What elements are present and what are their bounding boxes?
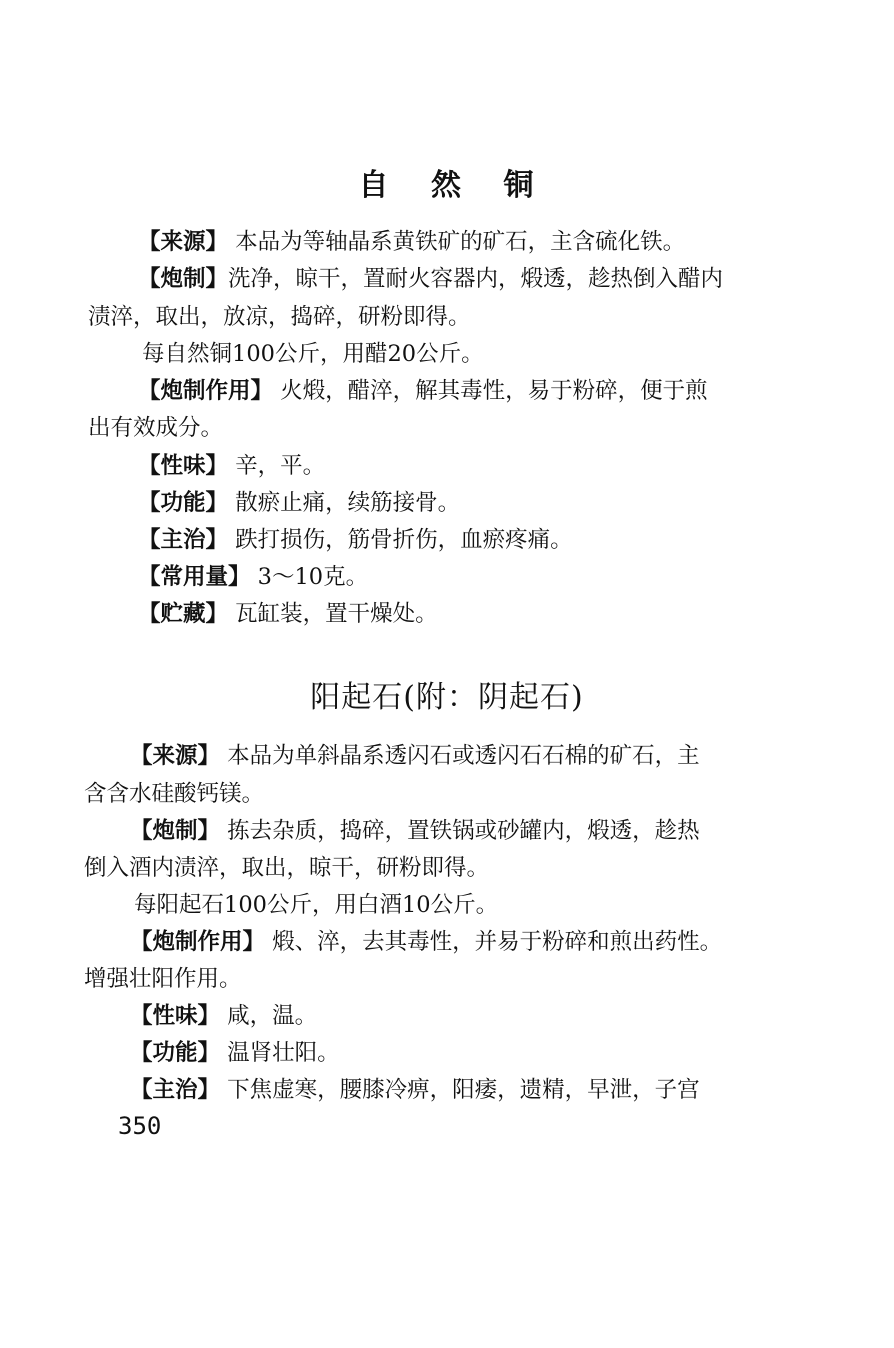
s1-ratio-line: [142, 338, 484, 370]
label: 【常用量】: [138, 564, 251, 590]
title-char: 然: [431, 168, 463, 203]
label: 【主治】: [130, 1077, 221, 1103]
label: 【炮制作用】: [138, 378, 274, 404]
title-char: 铜: [503, 168, 536, 203]
label: 【性味】: [130, 1003, 221, 1029]
text: 火煅，醋淬，解其毒性，易于粉碎，便于煎: [273, 378, 708, 404]
s1-indication-line: [138, 524, 573, 556]
s2-indication-line: [130, 1074, 700, 1106]
text: 跌打损伤，筋骨折伤，血瘀疼痛。: [228, 527, 573, 553]
s1-dosage-line: [138, 561, 368, 593]
s1-function-line: [138, 487, 460, 519]
label: 【炮制】: [130, 818, 221, 844]
s2-source-line: [130, 740, 700, 772]
s2-effect-cont: [84, 963, 242, 995]
label: 【贮藏】: [138, 601, 229, 627]
label: 【来源】: [138, 229, 229, 255]
section-title-zirantong: [0, 160, 894, 204]
label: 【性味】: [138, 453, 229, 479]
text: 每自然铜100公斤，用醋20公斤。: [142, 341, 484, 367]
s2-processing-line: [130, 815, 700, 847]
section-title-yangqishi: 阳起石(附：阴起石): [310, 680, 584, 715]
text: 含含水硅酸钙镁。: [84, 781, 265, 807]
label: 【炮制】: [138, 266, 229, 292]
s1-storage-line: [138, 598, 438, 630]
s2-effect-line: [130, 926, 722, 958]
text: 咸，温。: [220, 1003, 318, 1029]
text: 煅、淬，去其毒性，并易于粉碎和煎出药性。: [265, 929, 723, 955]
page-number: 350: [118, 1112, 162, 1140]
text: 下焦虚寒，腰膝冷痹，阳痿，遗精，早泄，子宫: [220, 1077, 700, 1103]
label: 【功能】: [130, 1040, 221, 1066]
s1-effect-line: [138, 375, 708, 407]
text: 洗净，晾干，置耐火容器内，煅透，趁热倒入醋内: [228, 266, 724, 292]
s2-function-line: [130, 1037, 340, 1069]
s1-taste-line: [138, 450, 325, 482]
text: 倒入酒内渍淬，取出，晾干，研粉即得。: [84, 855, 490, 881]
s1-source-line: [138, 226, 685, 258]
s2-taste-line: [130, 1000, 317, 1032]
text: 渍淬，取出，放凉，捣碎，研粉即得。: [88, 304, 471, 330]
s1-effect-cont: [88, 412, 223, 444]
s1-processing-cont: [88, 301, 471, 333]
text: 本品为单斜晶系透闪石或透闪石石棉的矿石，主: [220, 743, 700, 769]
title-char: 自: [358, 168, 391, 203]
text: 瓦缸装，置干燥处。: [228, 601, 438, 627]
label: 【来源】: [130, 743, 221, 769]
s1-processing-line: [138, 263, 723, 295]
label: 【主治】: [138, 527, 229, 553]
text: 3～10克。: [250, 564, 369, 590]
label: 【炮制作用】: [130, 929, 266, 955]
label: 【功能】: [138, 490, 229, 516]
text: 出有效成分。: [88, 415, 224, 441]
s2-source-cont: [84, 778, 264, 810]
s2-ratio-line: [134, 889, 498, 921]
text: 本品为等轴晶系黄铁矿的矿石，主含硫化铁。: [228, 229, 686, 255]
text: 拣去杂质，捣碎，置铁锅或砂罐内，煅透，趁热: [220, 818, 700, 844]
text: 辛，平。: [228, 453, 326, 479]
s2-processing-cont: [84, 852, 489, 884]
text: 温肾壮阳。: [220, 1040, 340, 1066]
text: 增强壮阳作用。: [84, 966, 242, 992]
text: 散瘀止痛，续筋接骨。: [228, 490, 461, 516]
text: 每阳起石100公斤，用白酒10公斤。: [134, 892, 499, 918]
